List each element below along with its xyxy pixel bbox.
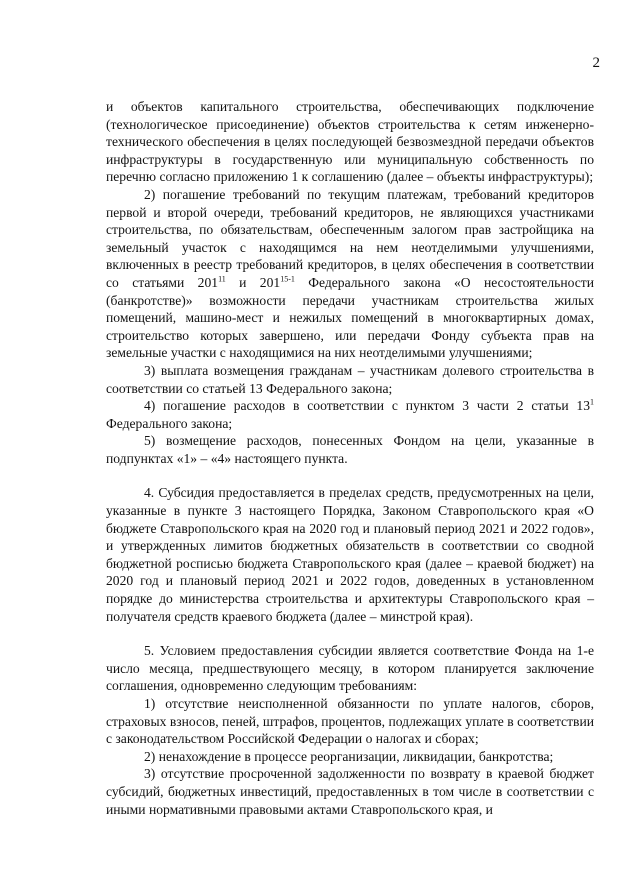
paragraph-item-4 <box>106 397 594 432</box>
paragraph-requirement-2: 2) ненахождение в процессе реорганизации, ликвидации, банкротства; <box>144 748 554 764</box>
page-number: 2 <box>592 55 600 71</box>
item-4-text-part1: 4) погашение расходов в соответствии с пунктом 3 части 2 статьи 13 <box>144 398 590 414</box>
paragraph-item-2 <box>106 186 594 362</box>
item-4-text-part2: Федерального закона; <box>106 415 233 431</box>
item-2-text-part2: и 201 <box>225 274 281 290</box>
item-2-text-part1: 2) погашение требований по текущим платежам, требований кредиторов первой и второй очереди, требований кредиторов, не являющихся участниками строительства, по обязательствам, обеспеченным залогом прав застройщика на земельный участок с находящимся на нем неотделимыми улучшениями, включенных в реестр требований кредиторов, в целях обеспечения в соответствии со статьями 201 <box>106 186 594 290</box>
article-13-1-superscript: 1 <box>590 397 594 407</box>
paragraph-item-5: 5) возмещение расходов, понесенных Фондом на цели, указанные в подпунктах «1» – «4» настоящего пункта. <box>106 433 594 466</box>
paragraph-item-3: 3) выплата возмещения гражданам – участникам долевого строительства в соответствии со статьей 13 Федерального закона; <box>106 362 594 396</box>
article-201-11-superscript: 11 <box>218 274 226 284</box>
item-2-text-part3: Федерального закона «О несостоятельности (банкротстве)» возможности передачи участникам строительства жилых помещений, машино-мест и нежилых помещений в многоквартирных домах, строительство которых завершено, или передачи Фонду субъекта прав на земельные участки с находящимися на них неотделимыми улучшениями; <box>106 274 594 361</box>
paragraph-section-5: 5. Условием предоставления субсидии является соответствие Фонда на 1-е число месяца, предшествующего месяцу, в котором планируется заключение соглашения, одновременно следующим требованиям: <box>106 643 594 694</box>
paragraph-requirement-3: 3) отсутствие просроченной задолженности по возврату в краевой бюджет субсидий, бюджетных инвестиций, предоставленных в том числе в соответствии с иными нормативными правовыми актами Ставропольского края, и <box>106 766 594 817</box>
paragraph-objects-infrastructure: и объектов капитального строительства, обеспечивающих подключение (технологическое присоединение) объектов строительства к сетям инженерно-технического обеспечения в целях последующей безвозмездной передачи объектов инфраструктуры в государственную или муниципальную собственность по перечню согласно приложению 1 к соглашению (далее – объекты инфраструктуры); <box>106 99 594 185</box>
paragraph-section-4: 4. Субсидия предоставляется в пределах средств, предусмотренных на цели, указанные в пункте 3 настоящего Порядка, Законом Ставропольского края «О бюджете Ставропольского края на 2020 год и плановый период 2021 и 2022 годов», и утвержденных лимитов бюджетных обязательств в соответствии со сводной бюджетной росписью бюджета Ставропольского края (далее – краевой бюджет) на 2020 год и плановый период 2021 и 2022 годов, доведенных в установленном порядке до министерства строительства и архитектуры Ставропольского края – получателя средств краевого бюджета (далее – минстрой края). <box>106 485 594 624</box>
paragraph-requirement-1: 1) отсутствие неисполненной обязанности по уплате налогов, сборов, страховых взносов, пеней, штрафов, процентов, подлежащих уплате в соответствии с законодательством Российской Федерации о налогах и сборах; <box>106 696 594 747</box>
article-201-15-1-superscript: 15-1 <box>280 274 295 284</box>
document-body <box>106 98 594 818</box>
